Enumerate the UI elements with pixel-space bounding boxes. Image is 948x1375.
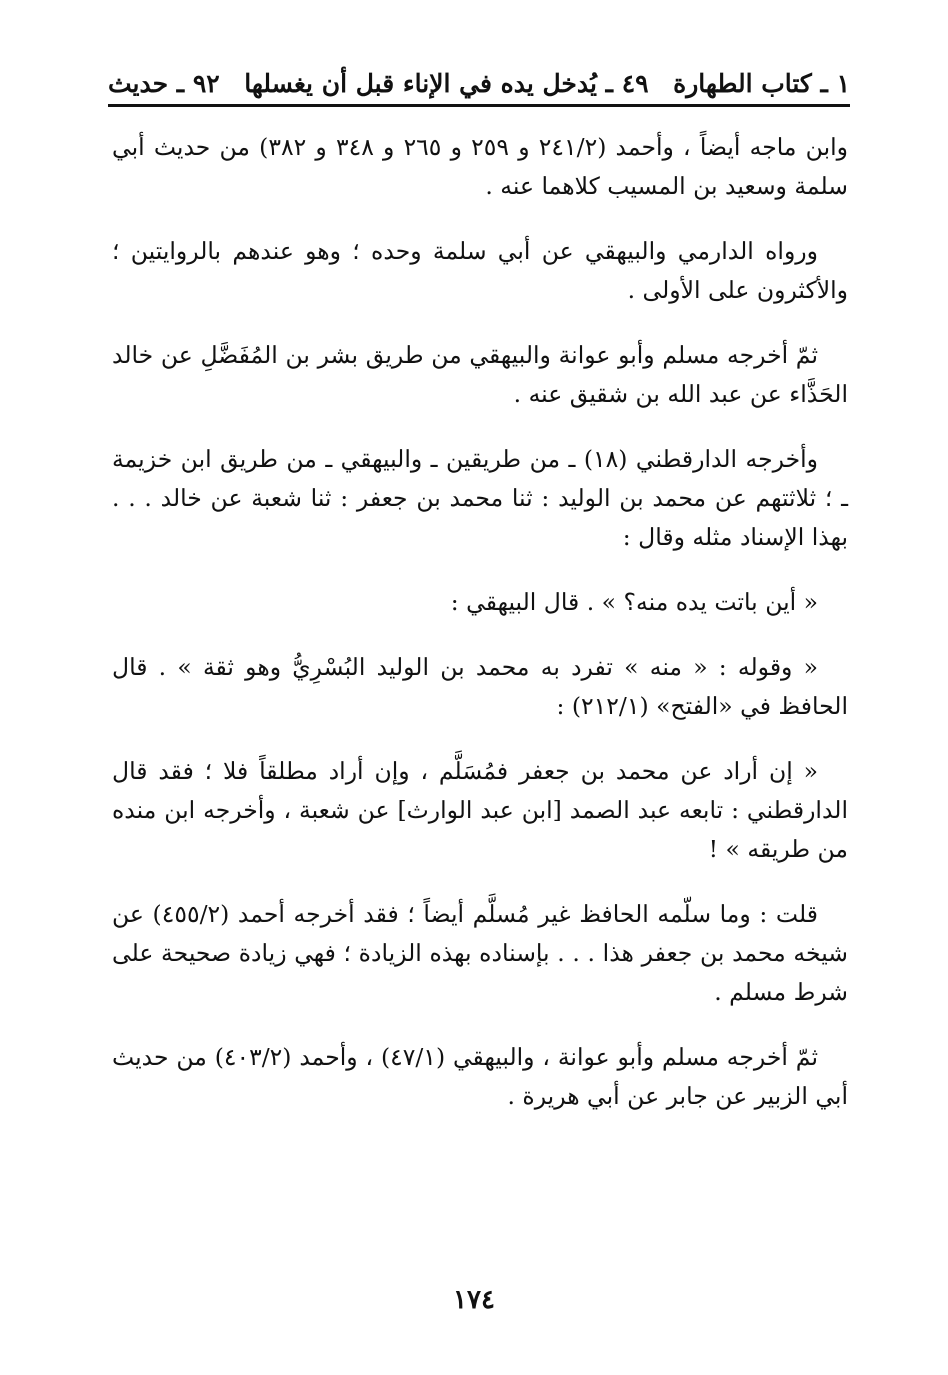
section-title: ٤٩ ـ يُدخل يده في الإناء قبل أن يغسلها xyxy=(244,68,649,98)
paragraph: « وقوله : « منه » تفرد به محمد بن الوليد البُسْرِيُّ وهو ثقة » . قال الحافظ في «الفتح» (٢١٢/١) : xyxy=(112,653,848,720)
paragraph: « إن أراد عن محمد بن جعفر فمُسَلَّم ، وإن أراد مطلقاً فلا ؛ فقد قال الدارقطني : تابعه عبد الصمد [ابن عبد الوارث] عن شعبة ، وأخرجه ابن منده من طريقه » ! xyxy=(112,757,848,863)
paragraph: ثمّ أخرجه مسلم وأبو عوانة والبيهقي من طريق بشر بن المُفَضَّلِ عن خالد الحَذَّاء عن عبد الله بن شقيق عنه . xyxy=(112,341,848,408)
hadith-number: ٩٢ ـ حديث xyxy=(108,68,220,98)
paragraph: ثمّ أخرجه مسلم وأبو عوانة ، والبيهقي (٤٧/١) ، وأحمد (٤٠٣/٢) من حديث أبي الزبير عن جابر عن أبي هريرة . xyxy=(112,1043,848,1110)
paragraph: قلت : وما سلّمه الحافظ غير مُسلَّم أيضاً ؛ فقد أخرجه أحمد (٤٥٥/٢) عن شيخه محمد بن جعفر هذا . . . بإسناده بهذه الزيادة ؛ فهي زيادة صحيحة على شرط مسلم . xyxy=(112,900,848,1006)
paragraph: وابن ماجه أيضاً ، وأحمد (٢٤١/٢ و ٢٥٩ و ٢٦٥ و ٣٤٨ و ٣٨٢) من حديث أبي سلمة وسعيد بن المسيب كلاهما عنه . xyxy=(112,133,848,200)
page-number: ١٧٤ xyxy=(453,1285,495,1315)
paragraph: وأخرجه الدارقطني (١٨) ـ من طريقين ـ والبيهقي ـ من طريق ابن خزيمة ـ ؛ ثلاثتهم عن محمد بن الوليد : ثنا محمد بن جعفر : ثنا شعبة عن خالد . . . بهذا الإسناد مثله وقال : xyxy=(112,445,848,551)
chapter-title: ١ ـ كتاب الطهارة xyxy=(673,68,850,98)
page-body xyxy=(112,128,848,1142)
paragraph: ورواه الدارمي والبيهقي عن أبي سلمة وحده ؛ وهو عندهم بالروايتين ؛ والأكثرون على الأولى . xyxy=(112,237,848,304)
running-header xyxy=(108,62,850,107)
paragraph: « أين باتت يده منه؟ » . قال البيهقي : xyxy=(450,588,818,616)
